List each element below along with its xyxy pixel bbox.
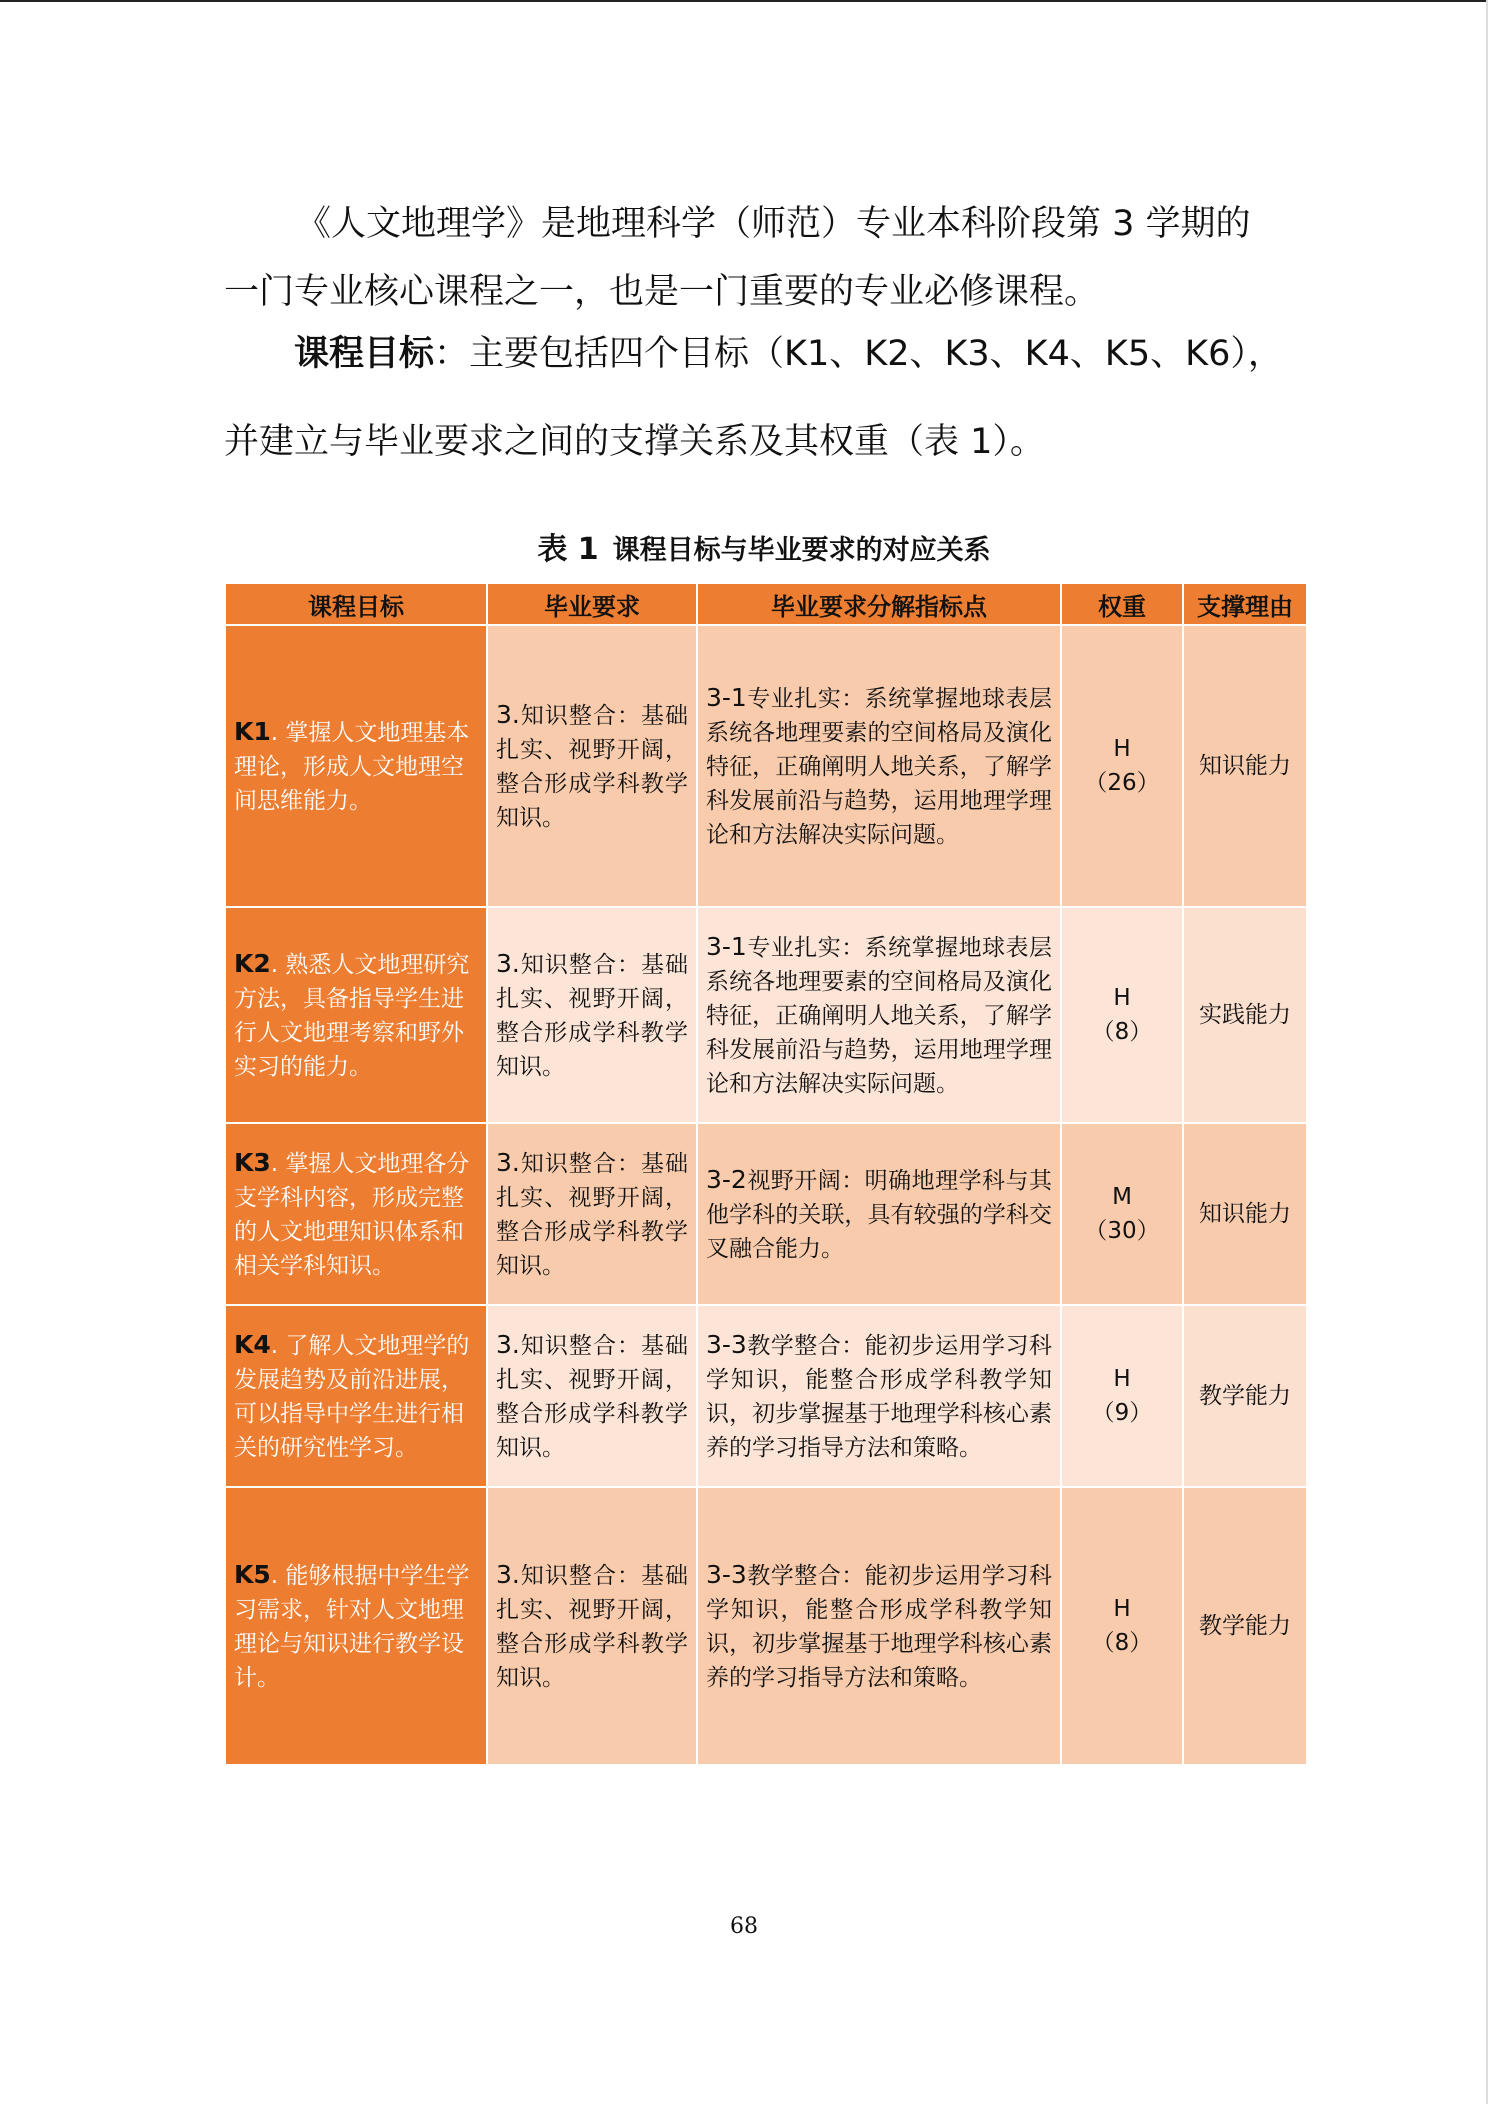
weight-cell — [1061, 625, 1183, 907]
goal-text: . 熟悉人文地理研究方法，具备指导学生进行人文地理考察和野外实习的能力。 — [234, 951, 470, 1080]
requirement-number: 3. — [496, 1329, 520, 1359]
goal-code: K2 — [234, 948, 271, 978]
top-border — [0, 0, 1488, 2]
header-reason: 支撑理由 — [1183, 583, 1307, 625]
requirement-text: 知识整合：基础扎实、视野开阔，整合形成学科教学知识。 — [496, 1332, 688, 1461]
course-goal-cell — [225, 625, 487, 907]
weight-cell — [1061, 907, 1183, 1123]
page-number: 68 — [730, 1914, 758, 1939]
indicator-text: 教学整合：能初步运用学习科学知识，能整合形成学科教学知识，初步掌握基于地理学科核心素养的学习指导方法和策略。 — [706, 1562, 1052, 1691]
table-row — [225, 625, 1307, 907]
indicator-cell — [697, 1123, 1061, 1305]
weight-value: （30） — [1084, 1218, 1160, 1244]
requirement-cell — [487, 907, 697, 1123]
indicator-text: 视野开阔：明确地理学科与其他学科的关联，具有较强的学科交叉融合能力。 — [706, 1167, 1052, 1262]
goal-code: K1 — [234, 716, 271, 746]
goal-requirement-table — [224, 582, 1308, 1766]
weight-cell — [1061, 1305, 1183, 1487]
indicator-number: 3-2 — [706, 1164, 747, 1194]
weight-level: H — [1113, 736, 1131, 762]
requirement-number: 3. — [496, 1147, 520, 1177]
header-course-goal: 课程目标 — [225, 583, 487, 625]
requirement-cell — [487, 625, 697, 907]
table-header-row — [225, 583, 1307, 625]
goal-text: . 掌握人文地理各分支学科内容，形成完整的人文地理知识体系和相关学科知识。 — [234, 1150, 470, 1279]
goal-code: K4 — [234, 1329, 271, 1359]
table-row — [225, 1305, 1307, 1487]
indicator-text: 专业扎实：系统掌握地球表层系统各地理要素的空间格局及演化特征，正确阐明人地关系，了解学科发展前沿与趋势，运用地理学理论和方法解决实际问题。 — [706, 934, 1052, 1097]
weight-level: H — [1113, 1366, 1131, 1392]
intro-paragraph-line-2: 一门专业核心课程之一，也是一门重要的专业必修课程。 — [224, 272, 1100, 312]
weight-level: H — [1113, 985, 1131, 1011]
goal-label: 课程目标 — [294, 334, 435, 374]
goal-code: K5 — [234, 1559, 271, 1589]
requirement-cell — [487, 1123, 697, 1305]
header-indicator: 毕业要求分解指标点 — [697, 583, 1061, 625]
weight-level: M — [1112, 1184, 1132, 1210]
requirement-number: 3. — [496, 1559, 520, 1589]
goal-paragraph-line-2: 并建立与毕业要求之间的支撑关系及其权重（表 1）。 — [224, 422, 1045, 462]
indicator-number: 3-3 — [706, 1329, 747, 1359]
table-caption — [224, 524, 1304, 568]
goal-text: . 能够根据中学生学习需求，针对人文地理理论与知识进行教学设计。 — [234, 1562, 470, 1691]
indicator-text: 专业扎实：系统掌握地球表层系统各地理要素的空间格局及演化特征，正确阐明人地关系，了解学科发展前沿与趋势，运用地理学理论和方法解决实际问题。 — [706, 685, 1052, 848]
goal-summary: ：主要包括四个目标（K1、K2、K3、K4、K5、K6）， — [434, 334, 1283, 374]
indicator-number: 3-3 — [706, 1559, 747, 1589]
reason-cell: 教学能力 — [1183, 1487, 1307, 1765]
weight-cell — [1061, 1123, 1183, 1305]
course-goal-cell — [225, 1123, 487, 1305]
indicator-cell — [697, 1305, 1061, 1487]
requirement-text: 知识整合：基础扎实、视野开阔，整合形成学科教学知识。 — [496, 1562, 688, 1691]
weight-value: （26） — [1084, 770, 1160, 796]
reason-cell: 知识能力 — [1183, 625, 1307, 907]
course-goal-cell — [225, 907, 487, 1123]
table-row — [225, 1487, 1307, 1765]
requirement-text: 知识整合：基础扎实、视野开阔，整合形成学科教学知识。 — [496, 1150, 688, 1279]
reason-cell: 实践能力 — [1183, 907, 1307, 1123]
course-goal-cell — [225, 1305, 487, 1487]
weight-cell — [1061, 1487, 1183, 1765]
header-weight: 权重 — [1061, 583, 1183, 625]
header-graduation-requirement: 毕业要求 — [487, 583, 697, 625]
requirement-number: 3. — [496, 699, 520, 729]
requirement-cell — [487, 1487, 697, 1765]
weight-value: （8） — [1091, 1019, 1153, 1045]
table-row — [225, 907, 1307, 1123]
table-caption-number: 表 1 — [537, 532, 599, 567]
reason-cell: 知识能力 — [1183, 1123, 1307, 1305]
intro-paragraph-line-1: 《人文地理学》是地理科学（师范）专业本科阶段第 3 学期的 — [296, 204, 1251, 244]
goal-text: . 了解人文地理学的发展趋势及前沿进展，可以指导中学生进行相关的研究性学习。 — [234, 1332, 470, 1461]
table-row — [225, 1123, 1307, 1305]
indicator-cell — [697, 907, 1061, 1123]
goal-text: . 掌握人文地理基本理论，形成人文地理空间思维能力。 — [234, 719, 470, 814]
indicator-cell — [697, 625, 1061, 907]
requirement-text: 知识整合：基础扎实、视野开阔，整合形成学科教学知识。 — [496, 951, 688, 1080]
reason-cell: 教学能力 — [1183, 1305, 1307, 1487]
indicator-cell — [697, 1487, 1061, 1765]
goal-code: K3 — [234, 1147, 271, 1177]
table-caption-text: 课程目标与毕业要求的对应关系 — [612, 535, 991, 566]
requirement-text: 知识整合：基础扎实、视野开阔，整合形成学科教学知识。 — [496, 702, 688, 831]
requirement-number: 3. — [496, 948, 520, 978]
weight-level: H — [1113, 1596, 1131, 1622]
weight-value: （8） — [1091, 1630, 1153, 1656]
indicator-number: 3-1 — [706, 931, 747, 961]
goal-paragraph-line-1 — [294, 334, 1334, 374]
weight-value: （9） — [1091, 1400, 1153, 1426]
course-goal-cell — [225, 1487, 487, 1765]
requirement-cell — [487, 1305, 697, 1487]
indicator-number: 3-1 — [706, 682, 747, 712]
indicator-text: 教学整合：能初步运用学习科学知识，能整合形成学科教学知识，初步掌握基于地理学科核心素养的学习指导方法和策略。 — [706, 1332, 1052, 1461]
